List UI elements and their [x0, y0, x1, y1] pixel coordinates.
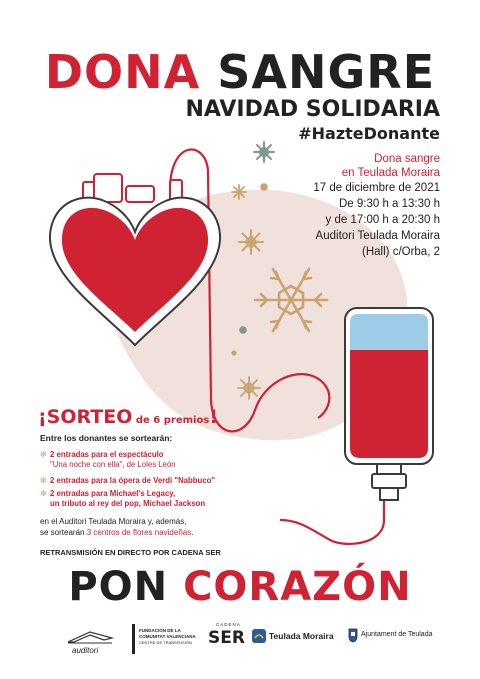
logo-teulada-moraira	[252, 622, 348, 658]
fundacion-line2: COMUNITAT VALENCIANA	[139, 634, 196, 639]
snowflake-icon	[238, 377, 260, 399]
bracket-left	[132, 624, 135, 654]
raffle-subtitle: de 6 premios	[132, 415, 210, 426]
event-venue: Auditori Teulada Moraira	[315, 230, 440, 242]
title-part2: SANGRE	[217, 45, 436, 99]
dot-decoration	[239, 326, 247, 334]
auditori-text: auditori	[72, 646, 99, 655]
slogan-part1: PON	[68, 564, 169, 610]
broadcast-note: RETRANSMISIÓN EN DIRECTO POR CADENA SER	[40, 548, 221, 557]
raffle-closing2	[40, 528, 193, 538]
snowflake-bullet-icon: ✻	[40, 450, 47, 459]
main-title	[0, 46, 480, 98]
prize-line1: 2 entradas para el espectáculo	[50, 450, 164, 459]
raffle-lead: Entre los donantes se sortearán:	[40, 433, 173, 443]
closing2-a: se sortearán	[40, 528, 87, 537]
slogan-part2: CORAZÓN	[183, 564, 412, 610]
snowflake-icon	[232, 185, 246, 199]
shield-icon	[348, 627, 358, 643]
event-address: (Hall) c/Orba, 2	[362, 246, 440, 258]
ser-text: SER	[208, 628, 245, 648]
prize-line1: 2 entradas para la ópera de Verdi "Nabbuco"	[50, 476, 216, 485]
prize-line2: "Una noche con ella", de Loles León	[50, 460, 176, 469]
raffle-closing1: en el Auditori Teulada Moraira y, además,	[40, 517, 187, 526]
event-line2: en Teulada Moraira	[341, 167, 440, 179]
raffle-title	[38, 406, 218, 432]
title-part1: DONA	[44, 45, 201, 99]
event-line1: Dona sangre	[374, 153, 440, 165]
dot-decoration	[231, 350, 236, 355]
tube-line-lower	[280, 500, 384, 544]
snowflake-bullet-icon: ✻	[40, 476, 47, 485]
prize-item	[40, 476, 215, 486]
raffle-title-text: SORTEO	[46, 406, 133, 428]
event-date: 17 de diciembre de 2021	[313, 182, 440, 194]
hashtag: #HazteDonante	[298, 124, 440, 143]
raffle-open-mark: ¡	[38, 406, 47, 428]
ajuntament-text: Ajuntament de Teulada	[361, 631, 433, 638]
prize-line1: 2 entradas para Michael's Legacy,	[50, 489, 176, 498]
slogan	[0, 563, 480, 611]
closing2-c: .	[191, 528, 194, 537]
teulada-logo-icon	[252, 629, 266, 643]
event-time1: De 9:30 h a 13:30 h	[338, 198, 440, 210]
logo-ajuntament	[348, 622, 440, 658]
raffle-close-mark: !	[209, 406, 218, 428]
cadena-text: CADENA	[216, 622, 241, 627]
prize-item	[40, 489, 205, 509]
closing2-b: 3 centros de flores navideñas	[86, 528, 192, 537]
logo-cadena-ser	[206, 622, 250, 658]
prize-line2: un tributo al rey del pop, Michael Jackson	[50, 499, 206, 508]
teulada-text: Teulada Moraira	[269, 631, 334, 641]
logo-fundacion	[132, 622, 204, 658]
logo-auditori	[60, 622, 122, 658]
event-time2: y de 17:00 h a 20:30 h	[325, 214, 440, 226]
subtitle: NAVIDAD SOLIDARIA	[185, 97, 440, 122]
fundacion-line3: CENTRE DE TRANSFUSIÓN	[139, 640, 192, 645]
snowflake-bullet-icon: ✻	[40, 489, 47, 498]
sponsor-logos	[60, 622, 440, 658]
fundacion-line1: FUNDACIÓN DE LA	[139, 628, 181, 633]
prize-item	[40, 450, 176, 470]
iv-blood-bag-icon	[345, 308, 433, 500]
